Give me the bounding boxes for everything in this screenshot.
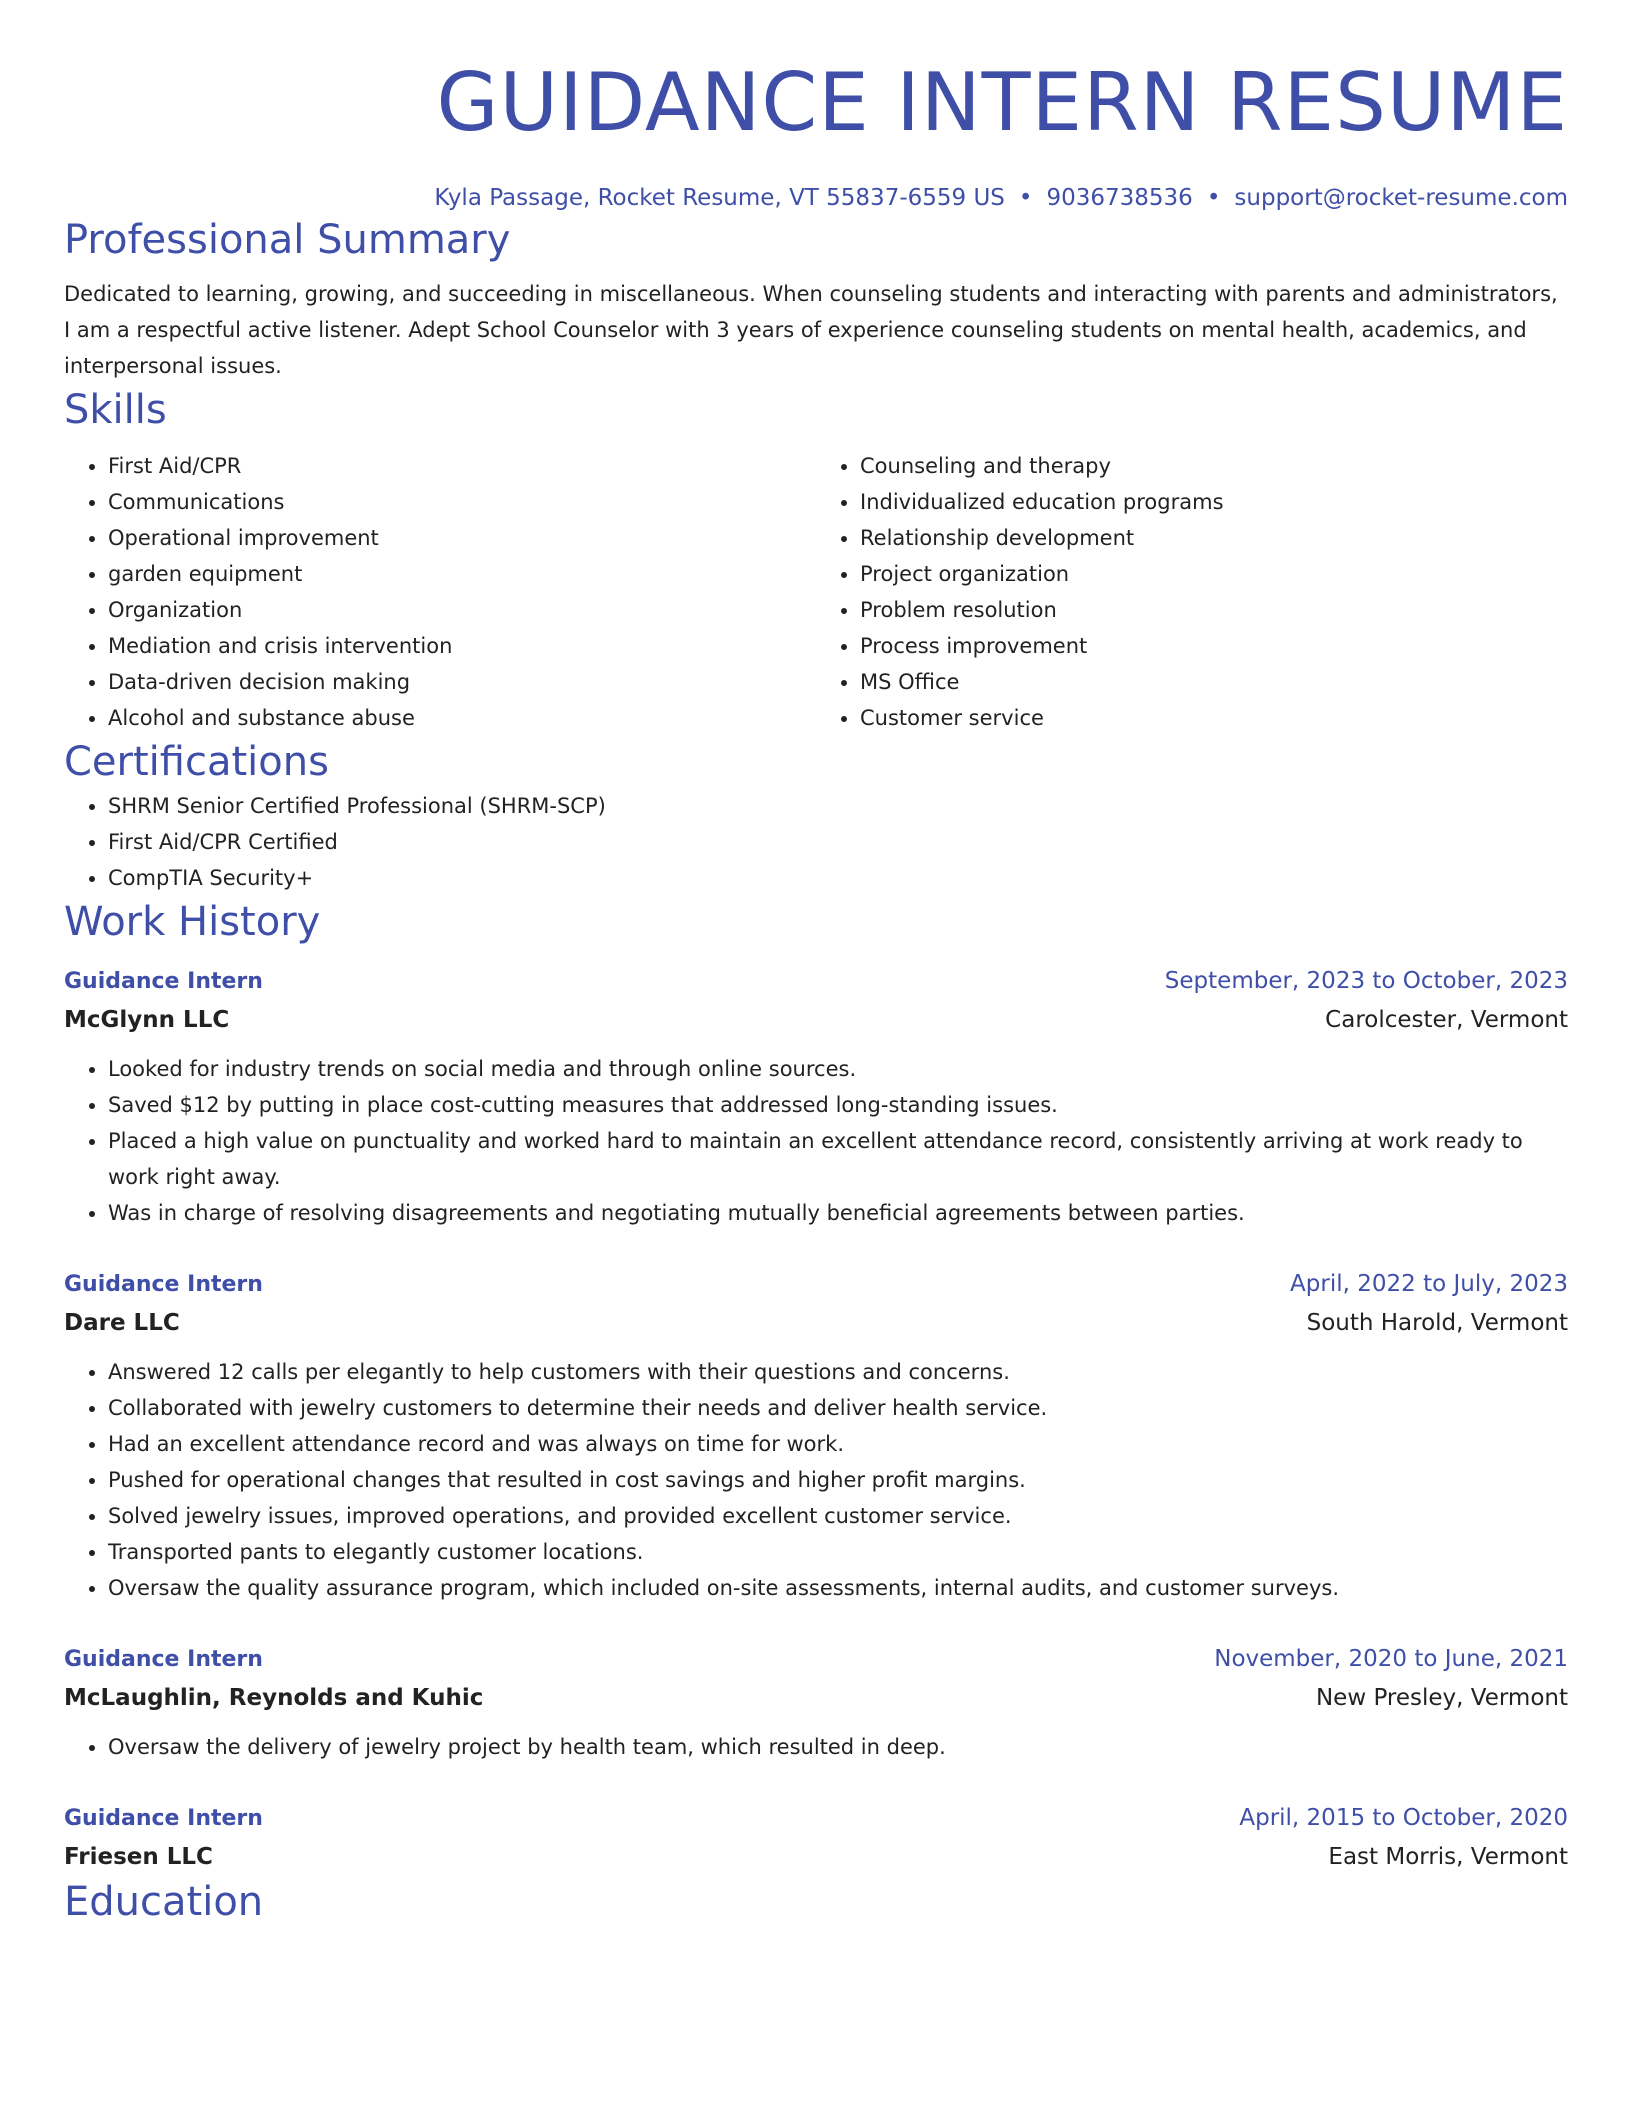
job-bullet: • Collaborated with jewelry customers to determine their needs and deliver health service. <box>108 1390 1568 1426</box>
job-bullet: • Was in charge of resolving disagreements and negotiating mutually beneficial agreements between parties. <box>108 1195 1568 1231</box>
job-entry <box>64 962 1568 1231</box>
skill-item: • Operational improvement <box>108 520 816 556</box>
resume-page <box>64 0 1568 1928</box>
skill-item: • Individualized education programs <box>860 484 1568 520</box>
job-bullet: • Saved $12 by putting in place cost-cutting measures that addressed long-standing issues. <box>108 1087 1568 1123</box>
job-company-row <box>64 1679 1568 1717</box>
job-bullet: • Had an excellent attendance record and was always on time for work. <box>108 1426 1568 1462</box>
job-entry <box>64 1799 1568 1876</box>
job-bullet: • Oversaw the quality assurance program, which included on-site assessments, internal audits, and customer surveys. <box>108 1570 1568 1606</box>
skill-item: • Communications <box>108 484 816 520</box>
job-role-row <box>64 1799 1568 1838</box>
job-dates: September, 2023 to October, 2023 <box>1164 968 1568 994</box>
job-dates: April, 2015 to October, 2020 <box>1239 1805 1568 1831</box>
job-role-row <box>64 1265 1568 1304</box>
job-location: Carolcester, Vermont <box>1325 1007 1568 1033</box>
skill-item: • Alcohol and substance abuse <box>108 700 816 736</box>
job-bullet: • Placed a high value on punctuality and worked hard to maintain an excellent attendance record, consistently arriving at work ready to work right away. <box>108 1123 1568 1195</box>
skills-columns <box>64 448 1568 736</box>
job-bullets <box>64 1051 1568 1231</box>
job-entry <box>64 1265 1568 1606</box>
skill-item: • Project organization <box>860 556 1568 592</box>
contact-line <box>64 182 1568 214</box>
work-history-heading: Work History <box>64 899 321 945</box>
resume-title: GUIDANCE INTERN RESUME <box>436 56 1568 149</box>
certification-item: • CompTIA Security+ <box>108 860 1568 896</box>
job-entry <box>64 1640 1568 1765</box>
job-company: McGlynn LLC <box>64 1007 230 1033</box>
job-company-row <box>64 1838 1568 1876</box>
summary-text: Dedicated to learning, growing, and succeeding in miscellaneous. When counseling students and interacting with parents and administrators, I am a respectful active listener. Adept School Counselor with 3 years of experience counseling students on mental health, academics, and interpersonal issues. <box>64 282 1558 378</box>
skill-item: • Problem resolution <box>860 592 1568 628</box>
job-bullet: • Looked for industry trends on social media and through online sources. <box>108 1051 1568 1087</box>
contact-address: Kyla Passage, Rocket Resume, VT 55837-6559 US <box>434 185 1005 211</box>
job-title: Guidance Intern <box>64 1647 263 1672</box>
job-dates: April, 2022 to July, 2023 <box>1290 1271 1568 1297</box>
job-bullet: • Answered 12 calls per elegantly to help customers with their questions and concerns. <box>108 1354 1568 1390</box>
job-bullet: • Pushed for operational changes that resulted in cost savings and higher profit margins. <box>108 1462 1568 1498</box>
contact-phone: 9036738536 <box>1046 185 1193 211</box>
job-dates: November, 2020 to June, 2021 <box>1214 1646 1568 1672</box>
skills-list-right <box>816 448 1568 736</box>
job-location: New Presley, Vermont <box>1315 1685 1568 1711</box>
skill-item: • Counseling and therapy <box>860 448 1568 484</box>
job-company: Friesen LLC <box>64 1844 213 1870</box>
job-title: Guidance Intern <box>64 1806 263 1831</box>
job-bullet: • Transported pants to elegantly customer locations. <box>108 1534 1568 1570</box>
job-title: Guidance Intern <box>64 1272 263 1297</box>
skill-item: • Mediation and crisis intervention <box>108 628 816 664</box>
job-title: Guidance Intern <box>64 969 263 994</box>
job-company: McLaughlin, Reynolds and Kuhic <box>64 1685 484 1711</box>
skill-item: • First Aid/CPR <box>108 448 816 484</box>
summary-heading: Professional Summary <box>64 217 511 263</box>
job-role-row <box>64 962 1568 1001</box>
skill-item: • MS Office <box>860 664 1568 700</box>
job-bullets <box>64 1354 1568 1606</box>
skill-item: • garden equipment <box>108 556 816 592</box>
skill-item: • Organization <box>108 592 816 628</box>
certifications-heading: Certifications <box>64 739 329 785</box>
job-location: East Morris, Vermont <box>1328 1844 1568 1870</box>
job-company-row <box>64 1304 1568 1342</box>
job-role-row <box>64 1640 1568 1679</box>
skill-item: • Customer service <box>860 700 1568 736</box>
skills-list-left <box>64 448 816 736</box>
job-bullet: • Solved jewelry issues, improved operations, and provided excellent customer service. <box>108 1498 1568 1534</box>
job-company: Dare LLC <box>64 1310 180 1336</box>
skill-item: • Relationship development <box>860 520 1568 556</box>
skills-heading: Skills <box>64 387 167 433</box>
job-company-row <box>64 1001 1568 1039</box>
job-location: South Harold, Vermont <box>1306 1310 1568 1336</box>
contact-separator: • <box>1206 185 1221 211</box>
certification-item: • SHRM Senior Certified Professional (SHRM-SCP) <box>108 788 1568 824</box>
contact-separator: • <box>1018 185 1033 211</box>
education-heading: Education <box>64 1879 264 1925</box>
contact-email: support@rocket-resume.com <box>1234 185 1568 211</box>
resume-header <box>64 0 1568 214</box>
skill-item: • Data-driven decision making <box>108 664 816 700</box>
certifications-list <box>64 788 1568 896</box>
skill-item: • Process improvement <box>860 628 1568 664</box>
job-bullets <box>64 1729 1568 1765</box>
certification-item: • First Aid/CPR Certified <box>108 824 1568 860</box>
job-bullet: • Oversaw the delivery of jewelry project by health team, which resulted in deep. <box>108 1729 1568 1765</box>
